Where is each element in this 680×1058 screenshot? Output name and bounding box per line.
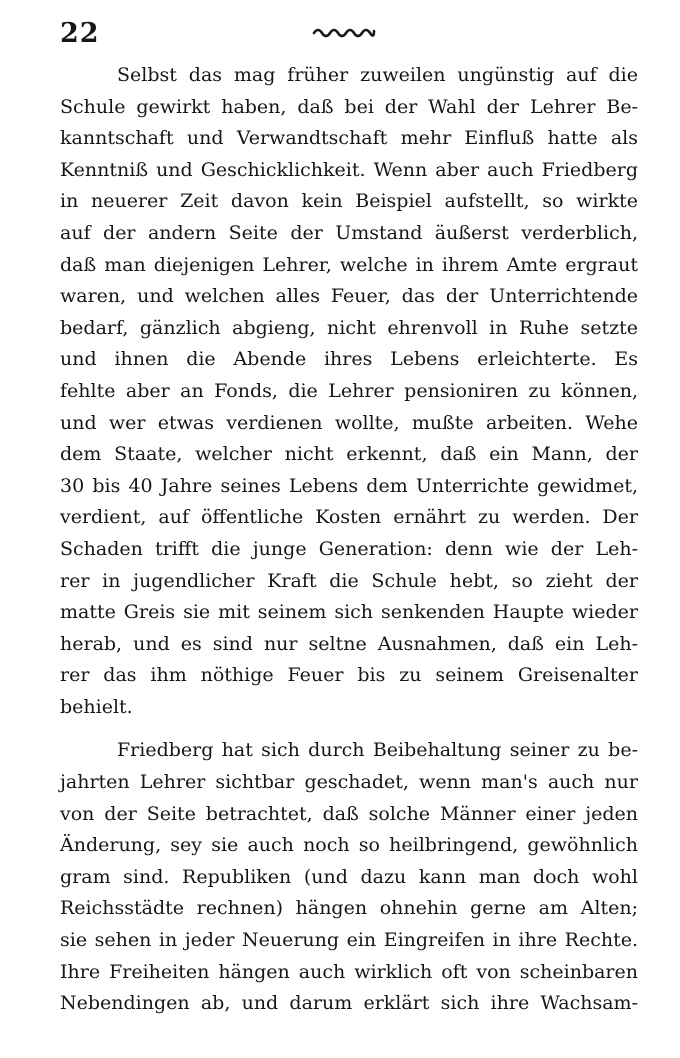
body-text <box>60 60 638 1020</box>
text-line: auf der andern Seite der Umstand äußerst verderblich, <box>60 221 638 244</box>
text-line: von der Seite betrachtet, daß solche Männer einer jeden <box>60 802 638 825</box>
text-line: rer in jugendlicher Kraft die Schule hebt, so zieht der <box>60 569 638 592</box>
text-line: verdient, auf öffentliche Kosten ernährt zu werden. Der <box>60 506 638 529</box>
paragraph-gap <box>60 723 638 735</box>
header-ornament <box>312 26 376 38</box>
text-line: Nebendingen ab, und darum erklärt sich ihre Wachsam- <box>60 992 638 1015</box>
text-line: herab, und es sind nur seltne Ausnahmen, daß ein Leh- <box>60 632 638 655</box>
text-line: kanntschaft und Verwandtschaft mehr Einfluß hatte als <box>60 127 638 150</box>
text-line: Kenntniß und Geschicklichkeit. Wenn aber auch Friedberg <box>60 158 638 181</box>
text-line: und wer etwas verdienen wollte, mußte arbeiten. Wehe <box>60 411 638 434</box>
text-line: waren, und welchen alles Feuer, das der Unterrichtende <box>60 285 638 308</box>
text-line: sie sehen in jeder Neuerung ein Eingreifen in ihre Rechte. <box>60 929 638 952</box>
text-line: Reichsstädte rechnen) hängen ohnehin gerne am Alten; <box>60 897 638 920</box>
text-line: fehlte aber an Fonds, die Lehrer pensioniren zu können, <box>60 379 638 402</box>
text-line: dem Staate, welcher nicht erkennt, daß ein Mann, der <box>60 443 638 466</box>
text-line: matte Greis sie mit seinem sich senkenden Haupte wieder <box>60 601 638 624</box>
text-line: Friedberg hat sich durch Beibehaltung seiner zu be- <box>117 739 638 762</box>
text-line: Ihre Freiheiten hängen auch wirklich oft von scheinbaren <box>60 960 638 983</box>
text-line: 30 bis 40 Jahre seines Lebens dem Unterrichte gewidmet, <box>60 474 638 497</box>
text-line: in neuerer Zeit davon kein Beispiel aufstellt, so wirkte <box>60 190 638 213</box>
text-line: daß man diejenigen Lehrer, welche in ihrem Amte ergraut <box>60 253 638 276</box>
text-line: rer das ihm nöthige Feuer bis zu seinem Greisenalter <box>60 664 638 687</box>
text-line: bedarf, gänzlich abgieng, nicht ehrenvoll in Ruhe setzte <box>60 316 638 339</box>
text-line: Schule gewirkt haben, daß bei der Wahl der Lehrer Be- <box>60 95 638 118</box>
paragraph <box>60 735 638 1019</box>
text-line: Schaden trifft die junge Generation: denn wie der Leh- <box>60 537 638 560</box>
text-line: und ihnen die Abende ihres Lebens erleichterte. Es <box>60 348 638 371</box>
text-line: behielt. <box>60 695 133 718</box>
text-line: gram sind. Republiken (und dazu kann man doch wohl <box>60 865 638 888</box>
text-line: Änderung, sey sie auch noch so heilbringend, gewöhnlich <box>60 834 638 857</box>
text-line: jahrten Lehrer sichtbar geschadet, wenn man's auch nur <box>60 771 638 794</box>
page-number: 22 <box>60 18 100 49</box>
text-line: Selbst das mag früher zuweilen ungünstig auf die <box>117 64 638 86</box>
paragraph <box>60 60 638 723</box>
